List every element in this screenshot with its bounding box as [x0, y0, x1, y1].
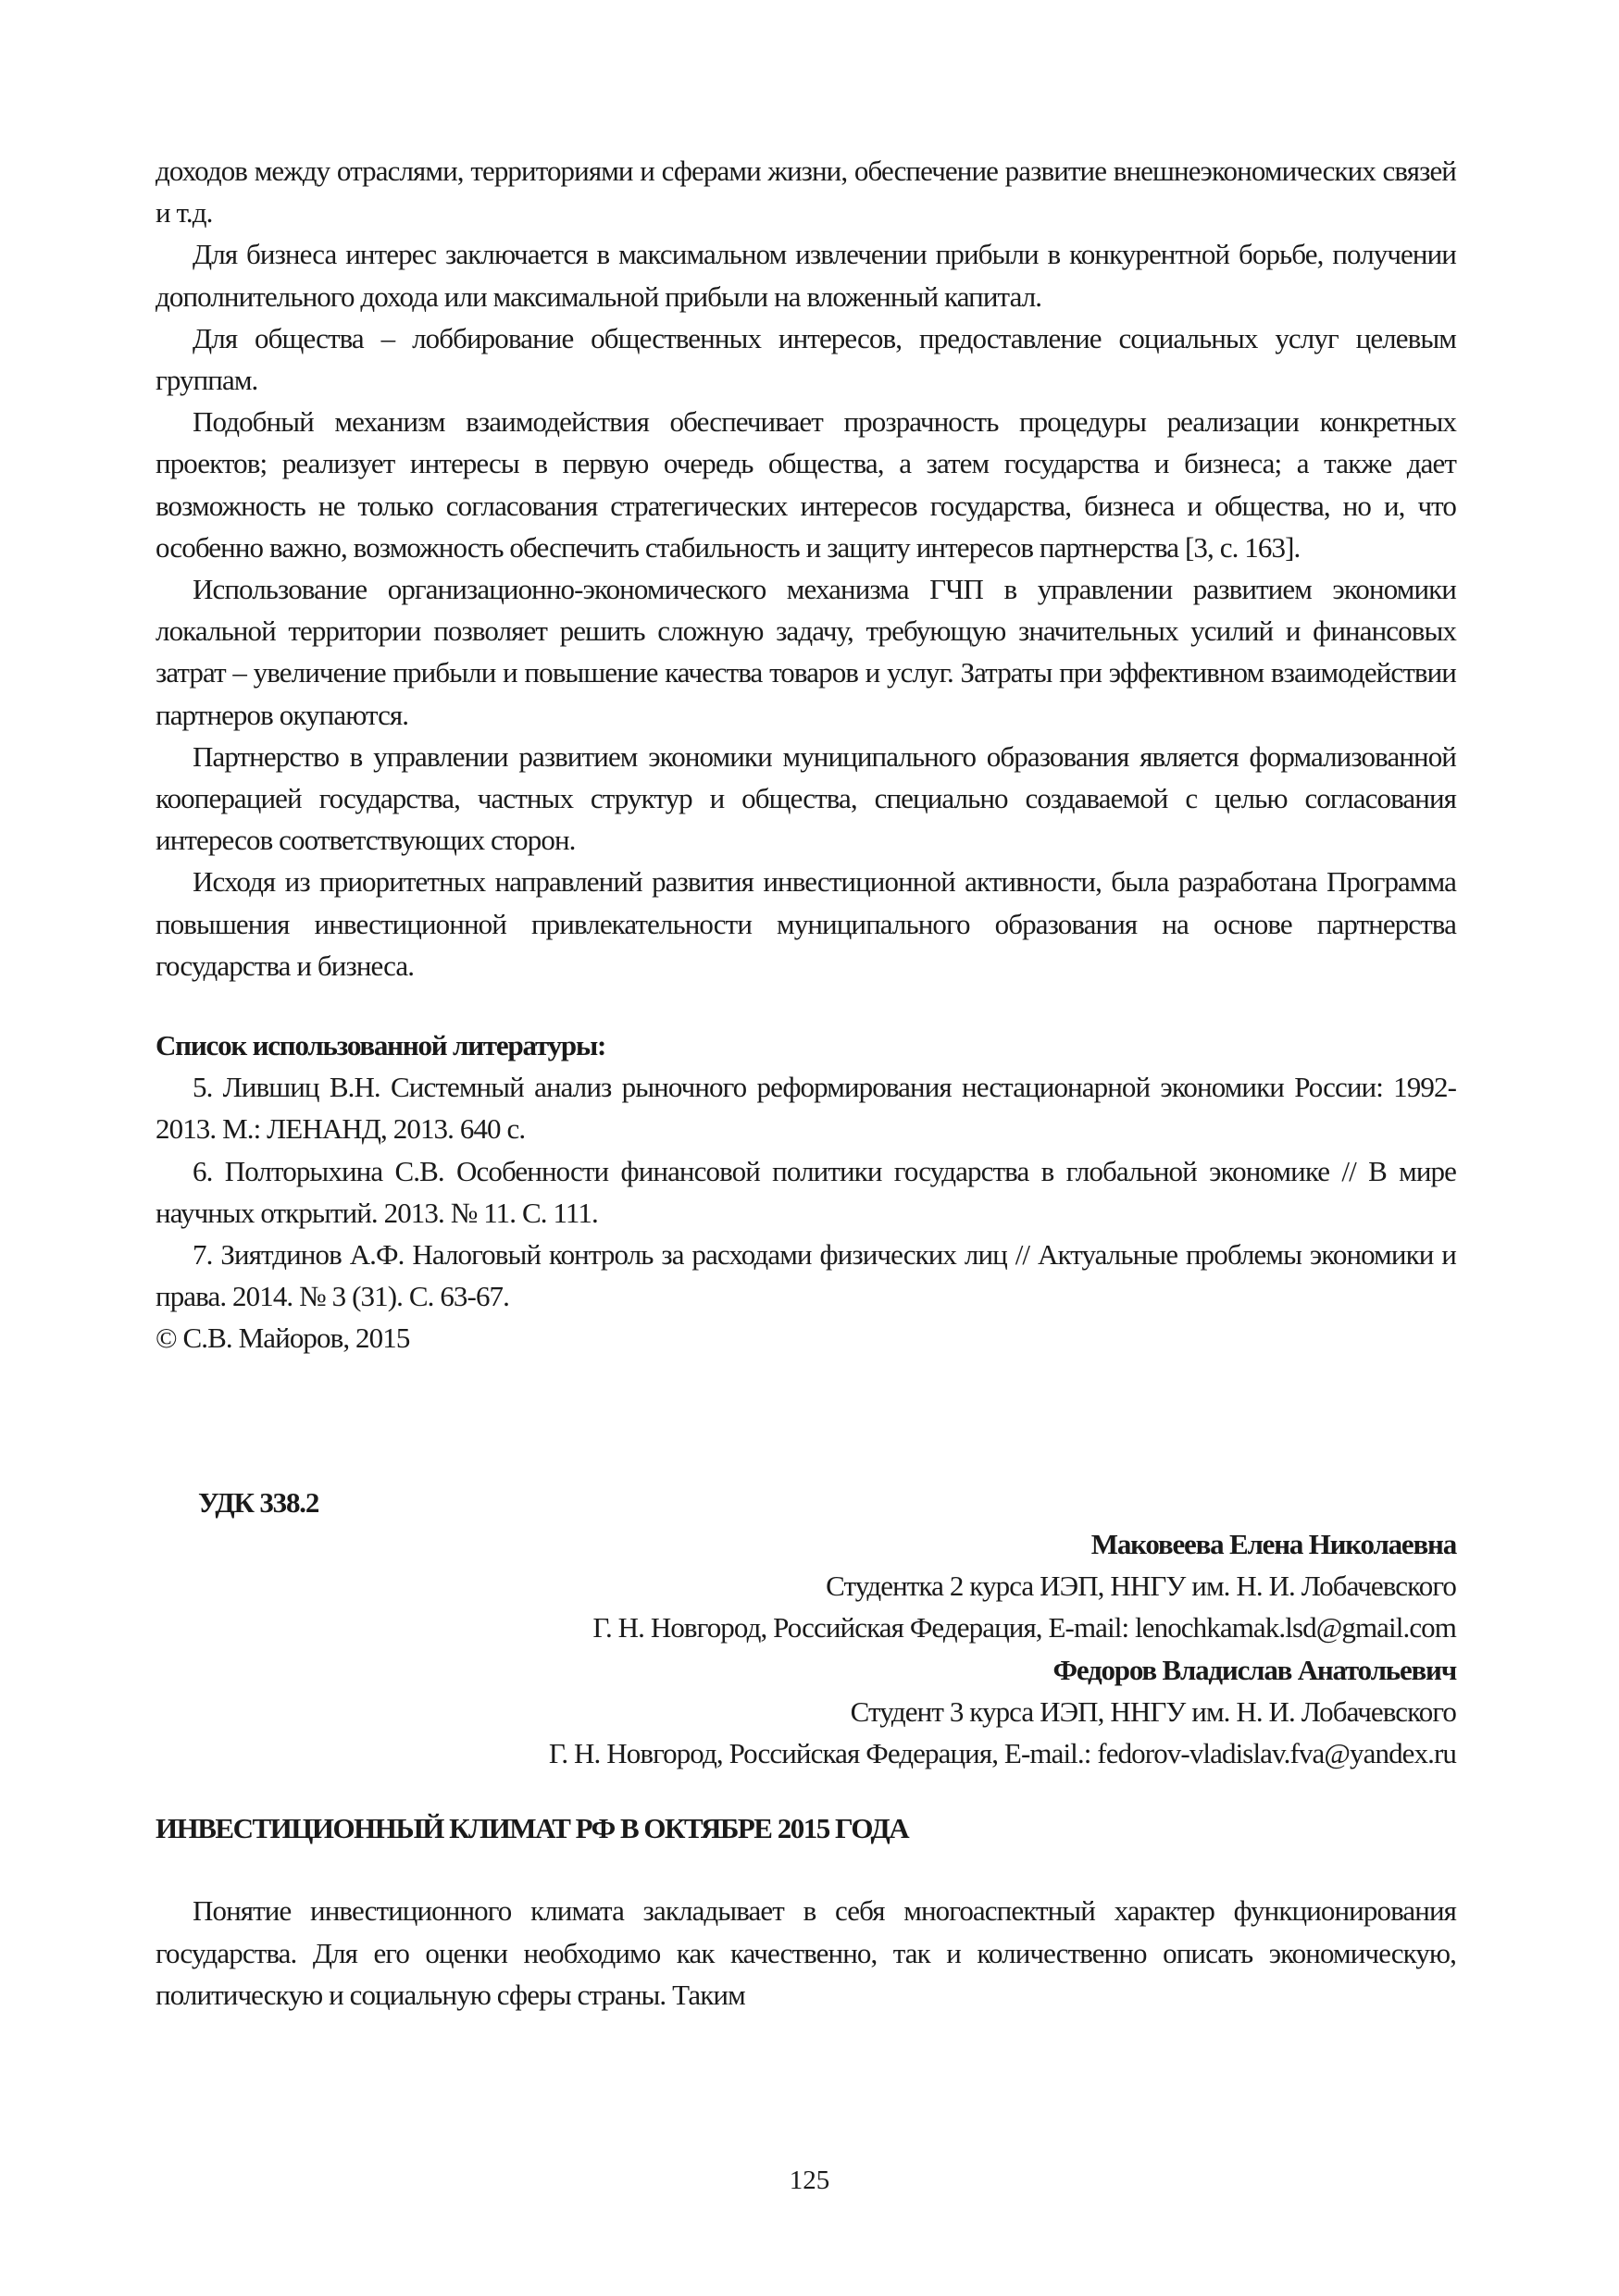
body-paragraph: Подобный механизм взаимодействия обеспечивает прозрачность процедуры реализации конкретных проектов; реализует интересы в первую очередь общества, а затем государства и бизнеса; а также дает возможность не только согласования стратегических интересов государства, бизнеса и общества, но и, что особенно важно, возможность обеспечить стабильность и защиту интересов партнерства [3, с. 163].: [156, 405, 1456, 564]
author-name: Маковеева Елена Николаевна: [1090, 1527, 1456, 1560]
reference-item: 5. Лившиц В.Н. Системный анализ рыночного реформирования нестационарной экономики России: 1992-2013. М.: ЛЕНАНД, 2013. 640 с.: [156, 1071, 1456, 1146]
author-location: Г. Н. Новгород, Российская Федерация, E-mail: lenochkamak.lsd@gmail.com: [592, 1611, 1456, 1644]
body-paragraph: Для общества – лоббирование общественных интересов, предоставление социальных услуг целевым группам.: [156, 321, 1456, 397]
body-paragraph: Понятие инвестиционного климата закладывает в себя многоаспектный характер функционирования государства. Для его оценки необходимо как качественно, так и количественно описать экономическую, политическую и социальную сферы страны. Таким: [156, 1894, 1456, 2011]
body-paragraph: Партнерство в управлении развитием экономики муниципального образования является формализованной кооперацией государства, частных структур и общества, специально создаваемой с целью согласования интересов соответствующих сторон.: [156, 739, 1456, 857]
author-location: Г. Н. Новгород, Российская Федерация, E-mail.: fedorov-vladislav.fva@yandex.ru: [548, 1736, 1456, 1769]
copyright-line: © С.В. Майоров, 2015: [156, 1322, 410, 1355]
article-title: ИНВЕСТИЦИОННЫЙ КЛИМАТ РФ В ОКТЯБРЕ 2015 ГОДА: [156, 1812, 909, 1845]
body-paragraph: Исходя из приоритетных направлений развития инвестиционной активности, была разработана Программа повышения инвестиционной привлекательности муниципального образования на основе партнерства государства и бизнеса.: [156, 865, 1456, 982]
author-position: Студентка 2 курса ИЭП, ННГУ им. Н. И. Лобачевского: [826, 1570, 1456, 1603]
body-paragraph: Использование организационно-экономического механизма ГЧП в управлении развитием экономики локальной территории позволяет решить сложную задачу, требующую значительных усилий и финансовых затрат – увеличение прибыли и повышение качества товаров и услуг. Затраты при эффективном взаимодействии партнеров окупаются.: [156, 573, 1456, 731]
document-page: [156, 150, 1456, 2016]
references-heading: Список использованной литературы:: [156, 1029, 606, 1062]
reference-item: 6. Полторыхина С.В. Особенности финансовой политики государства в глобальной экономике // В мире научных открытий. 2013. № 11. С. 111.: [156, 1154, 1456, 1229]
body-paragraph: доходов между отраслями, территориями и сферами жизни, обеспечение развитие внешнеэкономических связей и т.д.: [156, 155, 1456, 230]
udk-code: УДК 338.2: [198, 1485, 319, 1519]
body-paragraph: Для бизнеса интерес заключается в максимальном извлечении прибыли в конкурентной борьбе, получении дополнительного дохода или максимальной прибыли на вложенный капитал.: [156, 238, 1456, 313]
authors-block: [156, 1523, 1456, 1774]
author-position: Студент 3 курса ИЭП, ННГУ им. Н. И. Лобачевского: [850, 1694, 1456, 1728]
reference-item: 7. Зиятдинов А.Ф. Налоговый контроль за расходами физических лиц // Актуальные проблемы экономики и права. 2014. № 3 (31). С. 63-67.: [156, 1238, 1456, 1313]
author-name: Федоров Владислав Анатольевич: [1052, 1653, 1456, 1686]
page-number: 125: [789, 2166, 830, 2195]
